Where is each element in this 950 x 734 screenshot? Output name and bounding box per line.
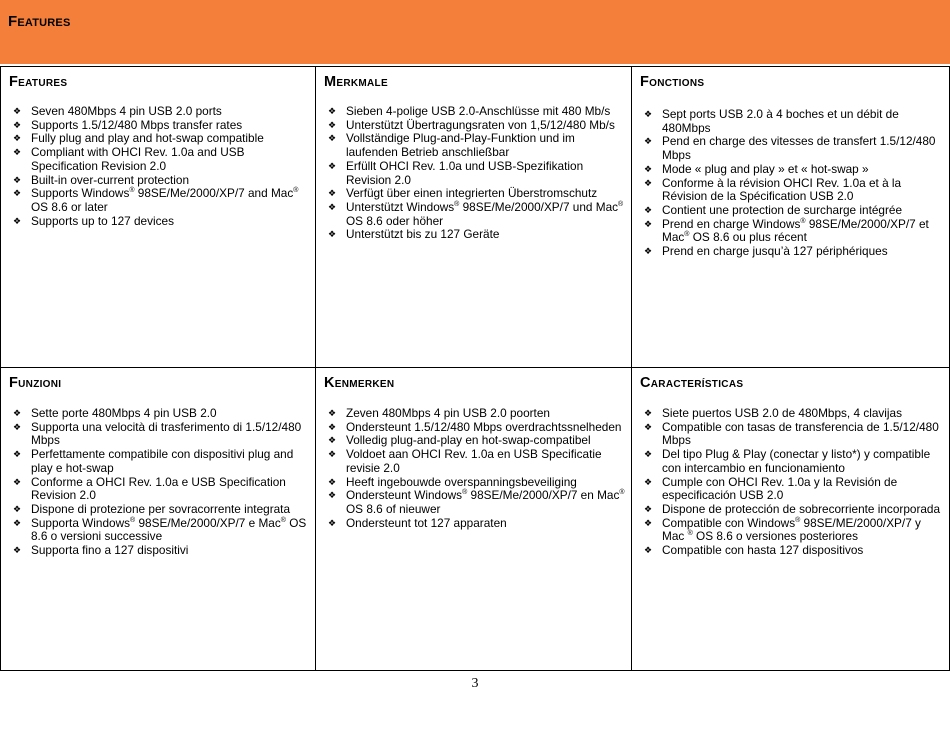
list-item-text: Supports Windows® 98SE/Me/2000/XP/7 and Mac® OS 8.6 or later [31, 186, 299, 214]
diamond-bullet-icon: ❖ [644, 503, 653, 514]
diamond-bullet-icon: ❖ [328, 106, 337, 116]
cell-fonctions-fr [632, 67, 949, 368]
diamond-bullet-icon: ❖ [644, 109, 653, 119]
diamond-bullet-icon: ❖ [13, 174, 22, 185]
list-item-text: Prend en charge jusqu’à 127 périphériques [662, 244, 888, 259]
list-item-text: Compatible con hasta 127 dispositivos [662, 543, 864, 558]
diamond-bullet-icon: ❖ [644, 177, 653, 188]
list-item [644, 448, 943, 475]
list-item [328, 476, 625, 490]
list-item [13, 544, 309, 558]
feature-list [328, 105, 625, 242]
list-item [13, 476, 309, 503]
diamond-bullet-icon: ❖ [13, 408, 22, 418]
diamond-bullet-icon: ❖ [644, 449, 653, 460]
diamond-bullet-icon: ❖ [328, 421, 337, 432]
diamond-bullet-icon: ❖ [328, 435, 337, 446]
list-item [13, 187, 309, 214]
list-item-text: Conforme à la révision OHCI Rev. 1.0a et à la Révision de la Spécification USB 2.0 [662, 175, 902, 204]
list-item [328, 105, 625, 119]
list-item-text: Built-in over-current protection [31, 172, 190, 187]
page-number: 3 [471, 676, 479, 691]
list-item-text: Unterstützt Übertragungsraten von 1,5/12/480 Mb/s [346, 117, 615, 132]
diamond-bullet-icon: ❖ [13, 133, 22, 144]
list-item-text: Dispone de protección de sobrecorriente incorporada [662, 501, 941, 516]
cell-title: Funzioni [9, 375, 62, 391]
cell-title: Merkmale [324, 74, 388, 90]
feature-list [328, 407, 625, 530]
list-item-text: Fully plug and play and hot-swap compatible [31, 131, 264, 146]
list-item-text: Dispone di protezione per sovracorrente integrata [31, 501, 291, 516]
list-item-text: Ondersteunt Windows® 98SE/Me/2000/XP/7 en Mac® OS 8.6 of nieuwer [346, 488, 625, 516]
cell-title: Fonctions [640, 74, 705, 90]
list-item [328, 228, 625, 242]
diamond-bullet-icon: ❖ [644, 163, 653, 174]
list-item [644, 544, 943, 558]
list-item-text: Mode « plug and play » et « hot-swap » [662, 161, 869, 176]
list-item-text: Voldoet aan OHCI Rev. 1.0a en USB Specificatie revisie 2.0 [346, 447, 602, 475]
list-item-text: Compatible con tasas de transferencia de 1.5/12/480 Mbps [662, 419, 939, 448]
diamond-bullet-icon: ❖ [13, 545, 22, 556]
list-item [644, 204, 943, 218]
list-item-text: Contient une protection de surcharge intégrée [662, 202, 903, 217]
list-item [13, 448, 309, 475]
cell-funzioni-it [1, 368, 316, 670]
list-item-text: Cumple con OHCI Rev. 1.0a y la Revisión de especificación USB 2.0 [662, 474, 898, 503]
list-item-text: Sept ports USB 2.0 à 4 boches et un débit de 480Mbps [662, 107, 899, 135]
diamond-bullet-icon: ❖ [328, 476, 337, 487]
list-item-text: Heeft ingebouwde overspanningsbeveiliging [346, 474, 577, 489]
feature-list [644, 407, 943, 558]
list-item-text: Seven 480Mbps 4 pin USB 2.0 ports [31, 104, 222, 118]
list-item [13, 119, 309, 133]
diamond-bullet-icon: ❖ [13, 449, 22, 460]
diamond-bullet-icon: ❖ [644, 218, 653, 229]
diamond-bullet-icon: ❖ [13, 106, 22, 116]
list-item [328, 517, 625, 531]
list-item [13, 132, 309, 146]
list-item [13, 517, 309, 544]
diamond-bullet-icon: ❖ [13, 421, 22, 432]
feature-list [13, 407, 309, 558]
diamond-bullet-icon: ❖ [13, 119, 22, 130]
list-item [13, 421, 309, 448]
diamond-bullet-icon: ❖ [13, 215, 22, 226]
diamond-bullet-icon: ❖ [328, 188, 337, 199]
diamond-bullet-icon: ❖ [644, 476, 653, 487]
list-item-text: Zeven 480Mbps 4 pin USB 2.0 poorten [346, 406, 550, 420]
diamond-bullet-icon: ❖ [13, 503, 22, 514]
feature-list [13, 105, 309, 228]
list-item [328, 448, 625, 475]
diamond-bullet-icon: ❖ [328, 229, 337, 240]
diamond-bullet-icon: ❖ [13, 517, 22, 528]
list-item [328, 119, 625, 133]
diamond-bullet-icon: ❖ [328, 517, 337, 528]
diamond-bullet-icon: ❖ [328, 133, 337, 144]
list-item [13, 174, 309, 188]
list-item [328, 421, 625, 435]
list-item-text: Ondersteunt tot 127 apparaten [346, 515, 507, 530]
cell-title: Features [9, 74, 68, 90]
cell-title: Características [640, 375, 744, 391]
list-item [13, 105, 309, 119]
list-item-text: Unterstützt Windows® 98SE/Me/2000/XP/7 und Mac® OS 8.6 oder höher [346, 199, 624, 228]
list-item-text: Volledig plug-and-play en hot-swap-compatibel [346, 433, 591, 448]
list-item-text: Sette porte 480Mbps 4 pin USB 2.0 [31, 406, 217, 420]
cell-title: Kenmerken [324, 375, 395, 391]
list-item-text: Unterstützt bis zu 127 Geräte [346, 227, 500, 242]
list-item-text: Vollständige Plug-and-Play-Funktion und im laufenden Betrieb anschließbar [346, 131, 575, 160]
cell-merkmale-de [316, 67, 632, 368]
diamond-bullet-icon: ❖ [644, 517, 653, 528]
list-item [644, 218, 943, 245]
diamond-bullet-icon: ❖ [328, 449, 337, 460]
list-item-text: Prend en charge Windows® 98SE/Me/2000/XP/7 et Mac® OS 8.6 ou plus récent [662, 216, 929, 245]
features-table [0, 66, 950, 671]
feature-list [644, 108, 943, 259]
diamond-bullet-icon: ❖ [644, 545, 653, 556]
diamond-bullet-icon: ❖ [644, 421, 653, 432]
list-item [644, 108, 943, 135]
list-item [13, 146, 309, 173]
list-item-text: Compatible con Windows® 98SE/ME/2000/XP/7 y Mac ® OS 8.6 o versiones posteriores [662, 515, 921, 544]
list-item-text: Verfügt über einen integrierten Überstromschutz [346, 186, 598, 201]
list-item [328, 187, 625, 201]
page-title: Features [8, 13, 71, 30]
diamond-bullet-icon: ❖ [13, 147, 22, 158]
list-item-text: Supporta Windows® 98SE/Me/2000/XP/7 e Mac® OS 8.6 o versioni successive [31, 515, 307, 544]
list-item [328, 201, 625, 228]
list-item [644, 517, 943, 544]
list-item [13, 215, 309, 229]
list-item [328, 132, 625, 159]
list-item [644, 407, 943, 421]
list-item [13, 503, 309, 517]
list-item-text: Erfüllt OHCI Rev. 1.0a und USB-Spezifikation Revision 2.0 [346, 158, 584, 187]
list-item [644, 421, 943, 448]
list-item [644, 177, 943, 204]
diamond-bullet-icon: ❖ [644, 408, 653, 418]
list-item-text: Perfettamente compatibile con dispositivi plug and play e hot-swap [31, 447, 294, 475]
list-item-text: Ondersteunt 1.5/12/480 Mbps overdrachtssnelheden [346, 419, 622, 434]
list-item-text: Siete puertos USB 2.0 de 480Mbps, 4 clavijas [662, 406, 903, 420]
list-item [328, 160, 625, 187]
diamond-bullet-icon: ❖ [328, 408, 337, 418]
list-item-text: Supports up to 127 devices [31, 213, 174, 228]
list-item [644, 245, 943, 259]
list-item [328, 489, 625, 516]
list-item-text: Sieben 4-polige USB 2.0-Anschlüsse mit 480 Mb/s [346, 104, 611, 118]
list-item [13, 407, 309, 421]
diamond-bullet-icon: ❖ [644, 136, 653, 147]
diamond-bullet-icon: ❖ [644, 246, 653, 257]
diamond-bullet-icon: ❖ [328, 490, 337, 501]
diamond-bullet-icon: ❖ [328, 119, 337, 130]
list-item-text: Conforme a OHCI Rev. 1.0a e USB Specification Revision 2.0 [31, 474, 286, 503]
header-banner [0, 0, 950, 64]
diamond-bullet-icon: ❖ [328, 201, 337, 212]
diamond-bullet-icon: ❖ [328, 160, 337, 171]
list-item-text: Supporta fino a 127 dispositivi [31, 543, 189, 558]
list-item [644, 163, 943, 177]
cell-caracteristicas-es [632, 368, 949, 670]
list-item-text: Supporta una velocità di trasferimento di 1.5/12/480 Mbps [31, 419, 302, 448]
list-item [644, 476, 943, 503]
cell-features-en [1, 67, 316, 368]
list-item-text: Del tipo Plug & Play (conectar y listo*) y compatible con intercambio en funcionamiento [662, 447, 931, 475]
list-item [328, 434, 625, 448]
list-item-text: Supports 1.5/12/480 Mbps transfer rates [31, 117, 243, 132]
cell-kenmerken-nl [316, 368, 632, 670]
diamond-bullet-icon: ❖ [644, 204, 653, 215]
list-item [328, 407, 625, 421]
list-item [644, 135, 943, 162]
list-item [644, 503, 943, 517]
diamond-bullet-icon: ❖ [13, 188, 22, 199]
diamond-bullet-icon: ❖ [13, 476, 22, 487]
list-item-text: Pend en charge des vitesses de transfert 1.5/12/480 Mbps [662, 134, 936, 163]
list-item-text: Compliant with OHCI Rev. 1.0a and USB Specification Revision 2.0 [31, 145, 245, 173]
